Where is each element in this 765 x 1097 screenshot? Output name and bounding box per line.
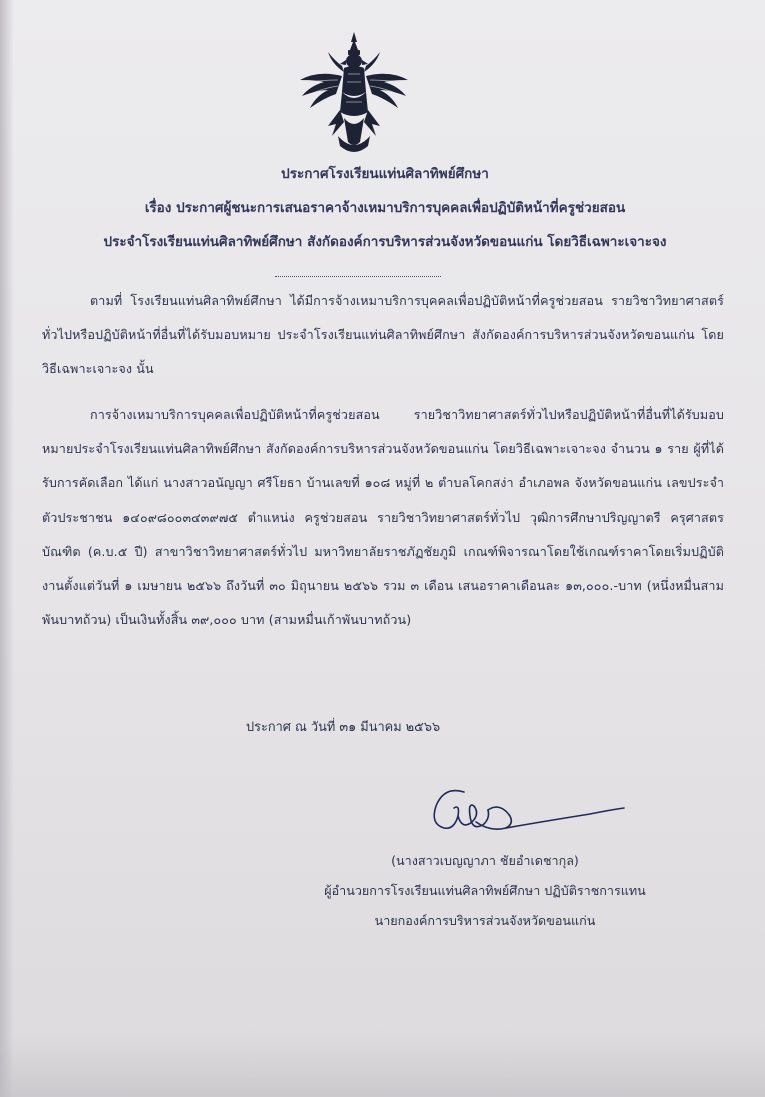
signatory-name: (นางสาวเบญญาภา ชัยอำเดชากุล) <box>391 853 579 868</box>
announcement-date: ประกาศ ณ วันที่ ๓๑ มีนาคม ๒๕๖๖ <box>246 720 441 735</box>
document-title: ประกาศโรงเรียนแท่นศิลาทิพย์ศึกษา <box>281 166 489 182</box>
page-shadow-bottom <box>0 1037 765 1097</box>
garuda-emblem-icon <box>298 30 410 158</box>
divider <box>275 276 441 277</box>
signatory-title: ผู้อำนวยการโรงเรียนแท่นศิลาทิพย์ศึกษา ปฏิบัติราชการแทน <box>324 883 646 898</box>
body-paragraph-2: การจ้างเหมาบริการบุคคลเพื่อปฏิบัติหน้าที่ครูช่วยสอน รายวิชาวิทยาศาสตร์ทั่วไปหรือปฏิบัติหน้าที่อื่นที่ได้รับมอบหมายประจำโรงเรียนแท่นศิลาทิพย์ศึกษา สังกัดองค์การบริหารส่วนจังหวัดขอนแก่น โดยวิธีเฉพาะเจาะจง จำนวน ๑ ราย ผู้ที่ได้รับการคัดเลือก ได้แก่ นางสาวอนัญญา ศรีโยธา บ้านเลขที่ ๑๐๘ หมู่ที่ ๒ ตำบลโคกสง่า อำเภอพล จังหวัดขอนแก่น เลขประจำตัวประชาชน ๑๔๐๙๘๐๐๓๔๓๙๗๕ ตำแหน่ง ครูช่วยสอน รายวิชาวิทยาศาสตร์ทั่วไป วุฒิการศึกษาปริญญาตรี ครุศาสตรบัณฑิต (ค.บ.๕ ปี) สาขาวิชาวิทยาศาสตร์ทั่วไป มหาวิทยาลัยราชภัฏชัยภูมิ เกณฑ์พิจารณาโดยใช้เกณฑ์ราคาโดยเริ่มปฏิบัติงานตั้งแต่วันที่ ๑ เมษายน ๒๕๖๖ ถึงวันที่ ๓๐ มิถุนายน ๒๕๖๖ รวม ๓ เดือน เสนอราคาเดือนละ ๑๓,๐๐๐.-บาท (หนึ่งหมื่นสามพันบาทถ้วน) เป็นเงินทั้งสิ้น ๓๙,๐๐๐ บาท (สามหมื่นเก้าพันบาทถ้วน) <box>42 407 724 628</box>
document-subject-line2: ประจำโรงเรียนแท่นศิลาทิพย์ศึกษา สังกัดองค์การบริหารส่วนจังหวัดขอนแก่น โดยวิธีเฉพาะเจาะจง <box>103 234 667 250</box>
signatory-title-2: นายกองค์การบริหารส่วนจังหวัดขอนแก่น <box>374 913 596 928</box>
signature-block <box>250 846 720 936</box>
document-subject: เรื่อง ประกาศผู้ชนะการเสนอราคาจ้างเหมาบริการบุคคลเพื่อปฏิบัติหน้าที่ครูช่วยสอน <box>144 200 626 216</box>
body-paragraph-1: ตามที่ โรงเรียนแท่นศิลาทิพย์ศึกษา ได้มีการจ้างเหมาบริการบุคคลเพื่อปฏิบัติหน้าที่ครูช่วยสอน รายวิชาวิทยาศาสตร์ทั่วไปหรือปฏิบัติหน้าที่อื่นที่ได้รับมอบหมาย ประจำโรงเรียนแท่นศิลาทิพย์ศึกษา สังกัดองค์การบริหารส่วนจังหวัดขอนแก่น โดยวิธีเฉพาะเจาะจง นั้น <box>42 293 724 377</box>
page-shadow <box>0 0 14 1097</box>
signature-image <box>410 772 630 854</box>
